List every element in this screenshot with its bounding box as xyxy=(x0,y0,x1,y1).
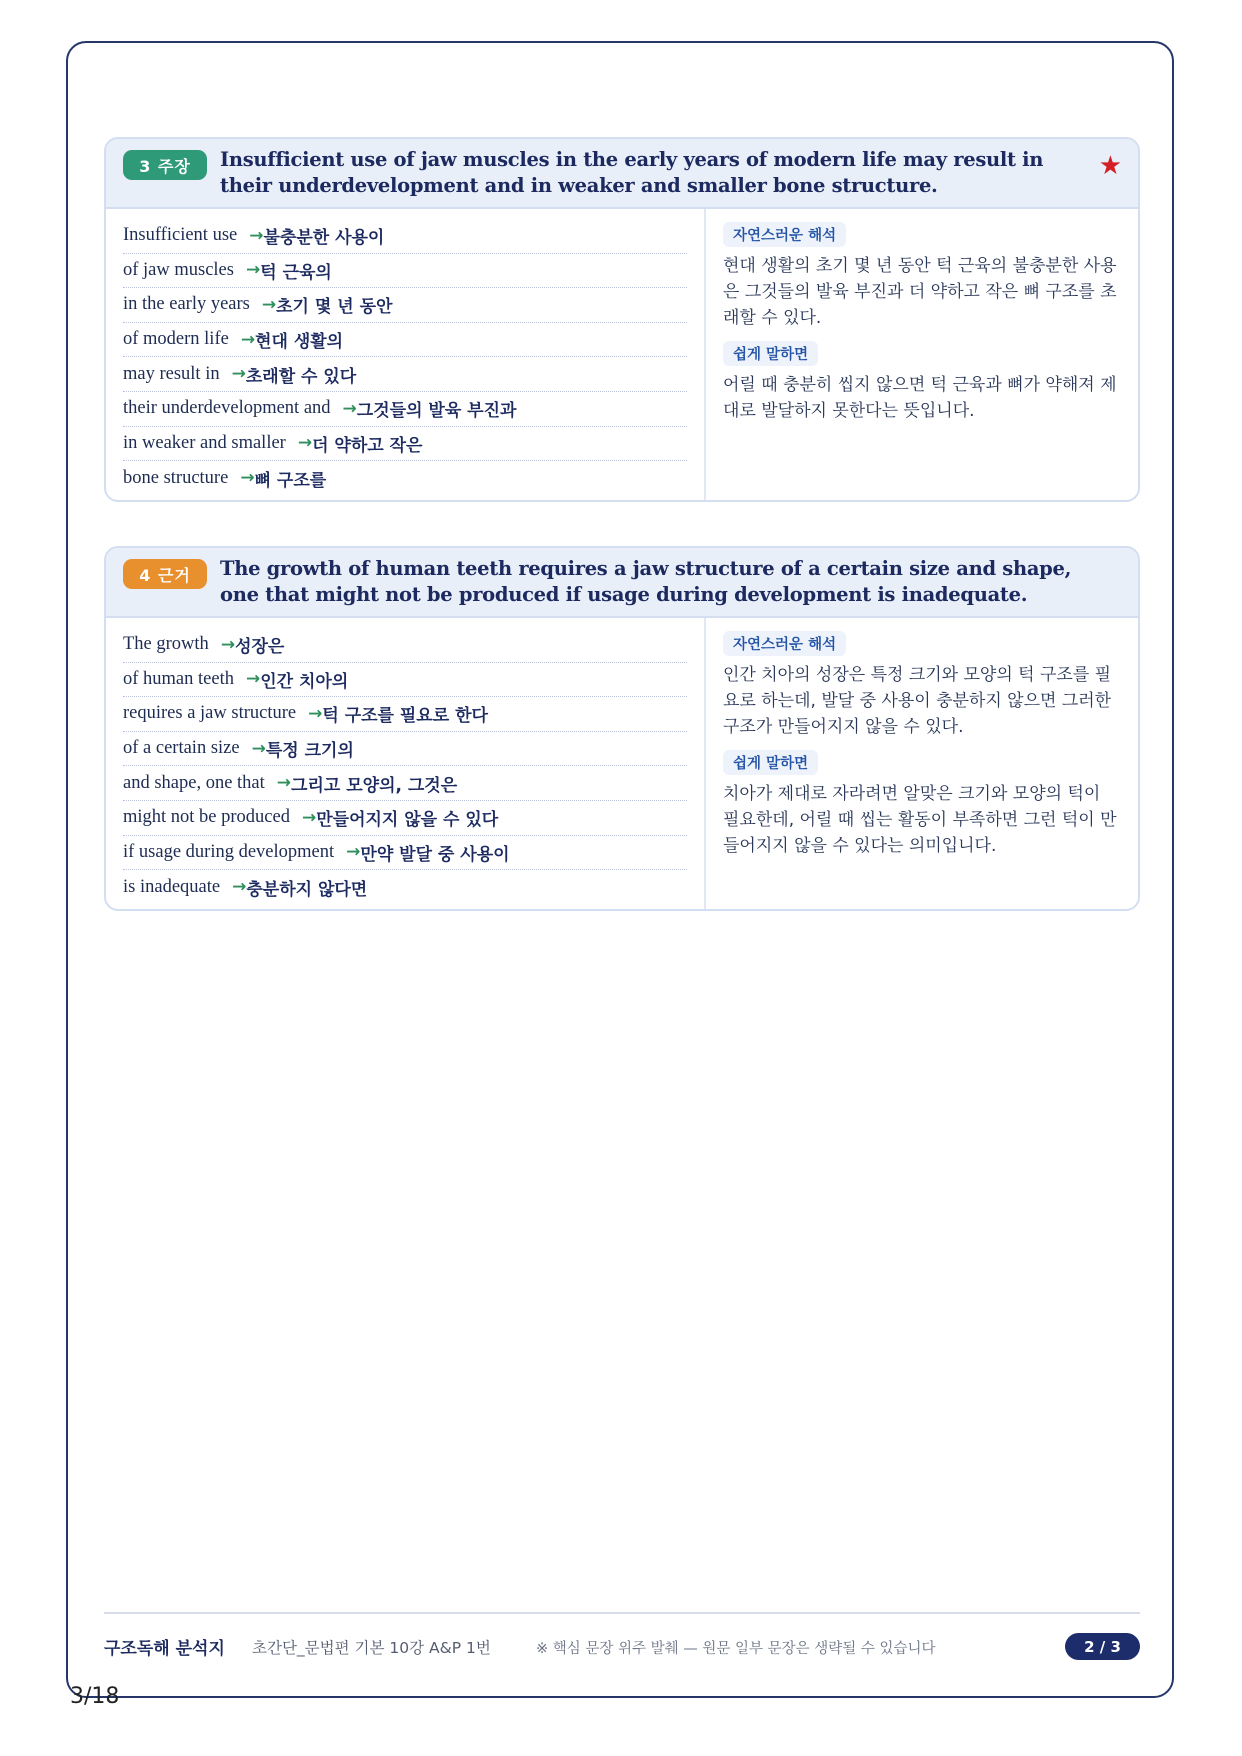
chunk-en: is inadequate xyxy=(123,876,221,897)
easy-explanation-label: 쉽게 말하면 xyxy=(723,750,818,775)
chunk-ko: 더 약하고 작은 xyxy=(312,435,423,456)
chunk-row xyxy=(123,801,687,836)
badge-evidence: 4 근거 xyxy=(123,559,207,589)
document-page-number: 3/18 xyxy=(70,1684,120,1709)
chunk-en: might not be produced xyxy=(123,807,290,828)
chunk-ko: 그것들의 발육 부진과 xyxy=(356,401,517,422)
translation-notes xyxy=(706,618,1138,909)
chunk-row xyxy=(123,219,687,254)
natural-translation-label: 자연스러운 해석 xyxy=(723,631,846,656)
key-sentence: Insufficient use of jaw muscles in the early years of modern life may result in their underdevelopment and in weaker and smaller bone structure. xyxy=(220,148,1044,197)
chunk-list xyxy=(106,209,706,500)
arrow-icon: → xyxy=(245,669,261,690)
arrow-icon: → xyxy=(297,433,313,454)
arrow-icon: → xyxy=(231,364,246,385)
chunk-ko: 만들어지지 않을 수 있다 xyxy=(316,810,499,831)
chunk-en: The growth xyxy=(123,634,209,655)
arrow-icon: → xyxy=(232,877,247,898)
page-footer xyxy=(104,1612,1140,1659)
easy-explanation-label: 쉽게 말하면 xyxy=(723,341,818,366)
translation-notes xyxy=(706,209,1138,500)
arrow-icon: → xyxy=(342,398,357,419)
sentence-card-3 xyxy=(104,137,1140,502)
chunk-ko: 뼈 구조를 xyxy=(254,470,327,491)
chunk-row xyxy=(123,663,687,698)
chunk-row xyxy=(123,732,687,767)
chunk-ko: 초래할 수 있다 xyxy=(245,366,357,387)
chunk-row xyxy=(123,288,687,323)
arrow-icon: → xyxy=(251,738,266,759)
footer-title: 구조독해 분석지 xyxy=(104,1639,225,1659)
chunk-row xyxy=(123,254,687,289)
chunk-row xyxy=(123,392,687,427)
arrow-icon: → xyxy=(249,225,264,246)
card-header xyxy=(106,548,1138,618)
chunk-en: in the early years xyxy=(123,294,250,315)
chunk-ko: 만약 발달 중 사용이 xyxy=(360,844,510,865)
chunk-ko: 성장은 xyxy=(235,637,285,658)
chunk-en: bone structure xyxy=(123,467,229,488)
chunk-row xyxy=(123,628,687,663)
arrow-icon: → xyxy=(245,260,261,281)
arrow-icon: → xyxy=(220,634,236,655)
easy-explanation-text: 치아가 제대로 자라려면 알맞은 크기와 모양의 턱이 필요한데, 어릴 때 씹는 활동이 부족하면 그런 턱이 만들어지지 않을 수 있다는 의미입니다. xyxy=(723,784,1117,856)
footer-note: ※ 핵심 문장 위주 발췌 — 원문 일부 문장은 생략될 수 있습니다 xyxy=(536,1641,936,1657)
arrow-icon: → xyxy=(240,468,255,489)
chunk-ko: 턱 구조를 필요로 한다 xyxy=(322,706,488,727)
chunk-row xyxy=(123,461,687,496)
chunk-en: of jaw muscles xyxy=(123,259,234,280)
natural-translation-text: 현대 생활의 초기 몇 년 동안 턱 근육의 불충분한 사용은 그것들의 발육 부진과 더 약하고 작은 뼈 구조를 초래할 수 있다. xyxy=(723,256,1117,328)
chunk-ko: 현대 생활의 xyxy=(255,332,344,353)
natural-translation-label: 자연스러운 해석 xyxy=(723,222,846,247)
chunk-row xyxy=(123,323,687,358)
star-icon: ★ xyxy=(1098,151,1122,181)
chunk-ko: 특정 크기의 xyxy=(265,741,354,762)
chunk-row xyxy=(123,427,687,462)
arrow-icon: → xyxy=(346,842,361,863)
footer-subtitle: 초간단_문법편 기본 10강 A&P 1번 xyxy=(252,1639,491,1657)
arrow-icon: → xyxy=(261,294,277,315)
badge-claim: 3 주장 xyxy=(123,150,207,180)
sentence-card-4 xyxy=(104,546,1140,911)
card-header xyxy=(106,139,1138,209)
chunk-en: of modern life xyxy=(123,329,229,350)
chunk-en: of a certain size xyxy=(123,738,240,759)
chunk-ko: 턱 근육의 xyxy=(260,262,332,283)
chunk-en: of human teeth xyxy=(123,668,234,689)
key-sentence: The growth of human teeth requires a jaw structure of a certain size and shape, one that might not be produced if usage during development is inadequate. xyxy=(220,557,1072,606)
arrow-icon: → xyxy=(240,329,256,350)
chunk-en: requires a jaw structure xyxy=(123,703,297,724)
chunk-ko: 인간 치아의 xyxy=(260,671,349,692)
chunk-en: if usage during development xyxy=(123,841,335,862)
chunk-row xyxy=(123,766,687,801)
chunk-row xyxy=(123,870,687,905)
chunk-en: in weaker and smaller xyxy=(123,432,286,453)
chunk-row xyxy=(123,836,687,871)
chunk-en: may result in xyxy=(123,363,220,384)
page-indicator: 2 / 3 xyxy=(1065,1633,1140,1660)
chunk-ko: 불충분한 사용이 xyxy=(263,228,385,249)
arrow-icon: → xyxy=(308,703,323,724)
chunk-row xyxy=(123,357,687,392)
chunk-list xyxy=(106,618,706,909)
chunk-en: and shape, one that xyxy=(123,772,265,793)
chunk-en: their underdevelopment and xyxy=(123,398,331,419)
chunk-en: Insufficient use xyxy=(123,225,238,246)
arrow-icon: → xyxy=(301,807,317,828)
chunk-row xyxy=(123,697,687,732)
natural-translation-text: 인간 치아의 성장은 특정 크기와 모양의 턱 구조를 필요로 하는데, 발달 중 사용이 충분하지 않으면 그러한 구조가 만들어지지 않을 수 있다. xyxy=(723,665,1112,737)
chunk-ko: 초기 몇 년 동안 xyxy=(276,297,393,318)
chunk-ko: 그리고 모양의, 그것은 xyxy=(291,775,458,796)
chunk-ko: 충분하지 않다면 xyxy=(246,879,368,900)
easy-explanation-text: 어릴 때 충분히 씹지 않으면 턱 근육과 뼈가 약해져 제대로 발달하지 못한다는 뜻입니다. xyxy=(723,375,1117,421)
arrow-icon: → xyxy=(276,773,292,794)
